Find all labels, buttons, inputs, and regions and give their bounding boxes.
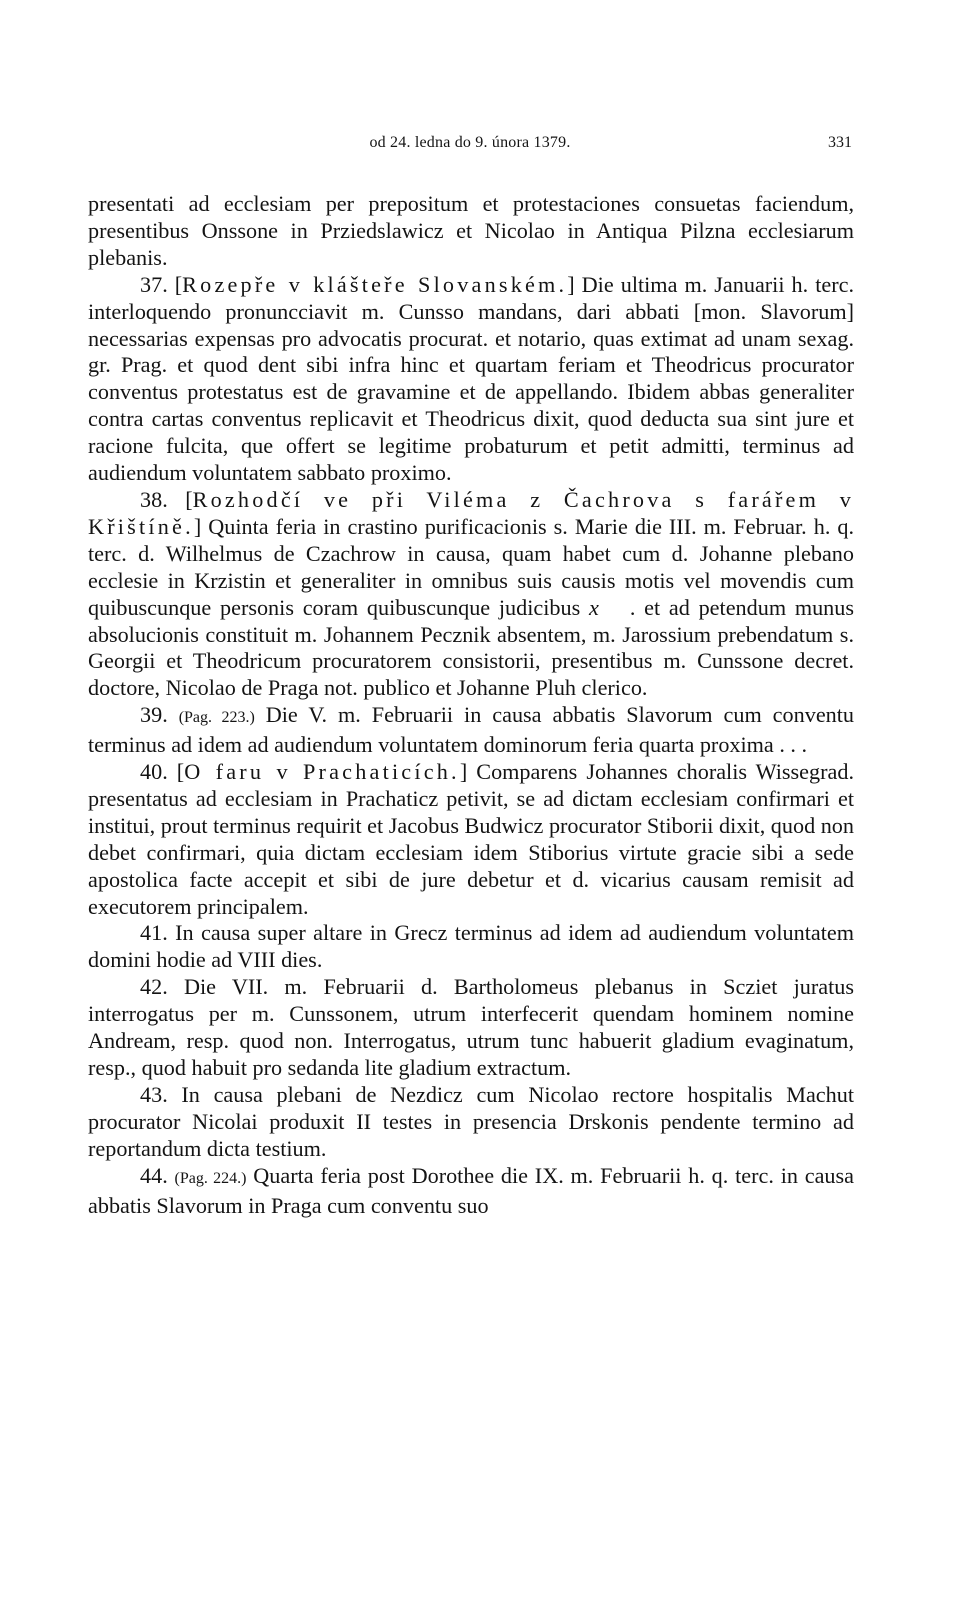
text-run: presentati ad ecclesiam per prepositum et protestaciones consuetas faciendum, presentibus Onssone in Prziedslawicz et Nicolao in Antiqua Pilzna ecclesiarum plebanis. <box>88 191 854 270</box>
text-run: 37. [ <box>140 271 183 297</box>
text-run: 43. In causa plebani de Nezdicz cum Nicolao rectore hospitalis Machut procurator Nicolai produxit II testes in presencia Drskonis pendente termino ad reportandum dicta testium. <box>88 1081 854 1161</box>
text-run: 44. <box>140 1162 175 1188</box>
text-run: . et ad petendum munus absolucionis constituit m. Johannem Pecznik absentem, m. Jarossium prebendatum s. Georgii et Theodricum procuratorem consistorii, presentibus m. Cunssone decret. doctore, Nicolao de Praga not. publico et Johanne Pluh clerico. <box>88 594 855 701</box>
text-run: ] Comparens Johannes choralis Wissegrad. presentatus ad ecclesiam in Prachaticz petivit, se ad dictam ecclesiam confirmari et institui, prout terminus requirit et Jacobus Budwicz procurator Stiborii dixit, quod non debet confirmari, quia dictam ecclesiam idem Stiborius virtute gracie sibi a sede apostolica facte accepit et sibi de jure debetur et d. vicarius causam remisit ad executorem principalem. <box>88 759 854 919</box>
spaced-heading: Rozepře v klášteře Slovanském. <box>182 271 568 297</box>
text-run: 42. Die VII. m. Februarii d. Bartholomeus plebanus in Scziet juratus interrogatus per m. Cunssonem, utrum interfecerit quendam hominem nomine Andream, resp. quod non. Interrogatus, utrum tunc habuerit gladium evaginatum, resp., quod habuit pro sedanda lite gladium extractum. <box>88 974 854 1080</box>
text-run: ] Quinta feria in crastino purificacionis s. Marie die III. m. Februar. h. q. terc. d. Wilhelmus de Czachrow in causa, quam habet cum d. Johanne plebano ecclesie in Krzistin et generaliter in omnibus suis causis motis vel movendis cum quibuscunque personis coram quibuscunque judicibus <box>88 513 854 620</box>
spaced-heading: O faru v Prachaticích. <box>184 759 460 785</box>
paragraph <box>88 272 854 487</box>
text-run: Die V. m. Februarii in causa abbatis Slavorum cum conventu terminus ad idem ad audiendum voluntatem dominorum feria quarta proxima . . . <box>88 702 855 758</box>
paragraph <box>88 702 854 759</box>
spaced-heading: Rozhodčí ve při Viléma z Čachrova s farářem v Křištíně. <box>88 486 855 539</box>
paragraph <box>88 974 854 1082</box>
page-reference: (Pag. 223.) <box>178 709 255 727</box>
document-body <box>88 191 854 1219</box>
paragraph <box>88 1163 854 1220</box>
text-run: 39. <box>140 702 179 728</box>
text-run: 41. In causa super altare in Grecz terminus ad idem ad audiendum voluntatem domini hodie ad VIII dies. <box>88 920 854 973</box>
running-title: od 24. ledna do 9. února 1379. <box>369 134 571 151</box>
text-run: ] Die ultima m. Januarii h. terc. interloquendo pronuncciavit m. Cunsso mandans, dari abbati [mon. Slavorum] necessarias expensas pro advocatis procurat. et notario, quas extimat ad unam sexag. gr. Prag. et quod dent sibi infra hinc et quartam feriam et Theodricus procurator conventus protestatus est de gravamine et de appellando. Ibidem abbas generaliter contra cartas conventus replicavit et Theodricus dixit, quod deducta sua sint jure et racione fulcita, que offert se legitime probaturum et petit admitti, terminus ad audiendum voluntatem sabbato proximo. <box>88 271 854 486</box>
paragraph <box>88 1082 854 1163</box>
paragraph <box>88 759 854 920</box>
page-reference: (Pag. 224.) <box>174 1169 247 1187</box>
paragraph <box>88 191 854 272</box>
paragraph <box>88 920 854 974</box>
text-run: Quarta feria post Dorothee die IX. m. Februarii h. q. terc. in causa abbatis Slavorum in Praga cum conventu suo <box>88 1162 855 1218</box>
text-run: x <box>589 594 599 620</box>
text-run: 38. [ <box>140 486 193 512</box>
text-run: 40. [ <box>140 759 185 785</box>
running-header <box>88 134 852 160</box>
page-number: 331 <box>828 134 852 151</box>
paragraph <box>88 487 854 702</box>
